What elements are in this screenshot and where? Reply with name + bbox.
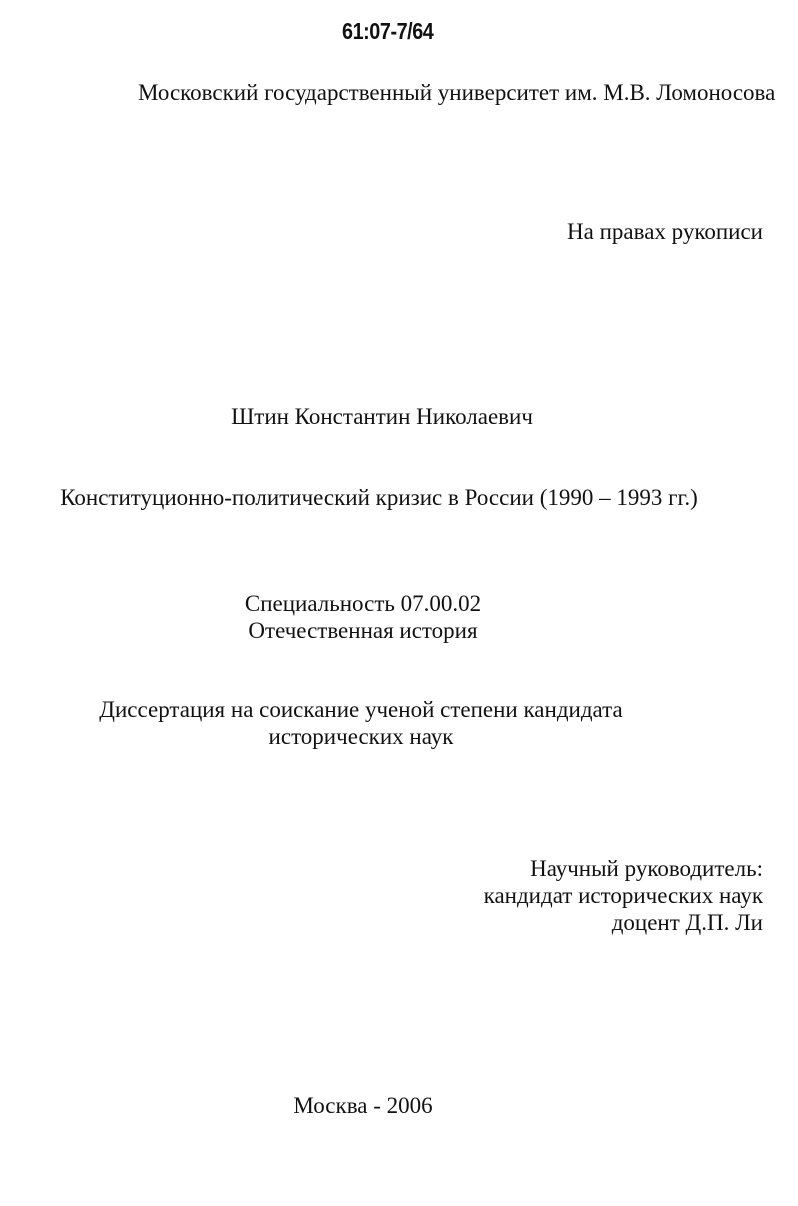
specialty-name: Отечественная история — [248, 618, 478, 643]
manuscript-note: На правах рукописи — [567, 219, 763, 244]
supervisor-degree: кандидат исторических наук — [483, 883, 763, 908]
degree-line-1: Диссертация на соискание ученой степени кандидата — [99, 697, 623, 722]
author-name: Штин Константин Николаевич — [231, 404, 533, 429]
specialty-code: Специальность 07.00.02 — [244, 591, 482, 616]
degree-line-2: исторических наук — [268, 724, 454, 749]
university-name: Московский государственный университет им. М.В. Ломоносова — [138, 80, 776, 105]
supervisor-label: Научный руководитель: — [530, 856, 763, 881]
place-and-year: Москва - 2006 — [293, 1093, 433, 1118]
supervisor-name: доцент Д.П. Ли — [611, 910, 763, 935]
dissertation-title: Конституционно-политический кризис в России (1990 – 1993 гг.) — [60, 485, 698, 510]
catalog-stamp: 61:07-7/64 — [342, 18, 434, 44]
